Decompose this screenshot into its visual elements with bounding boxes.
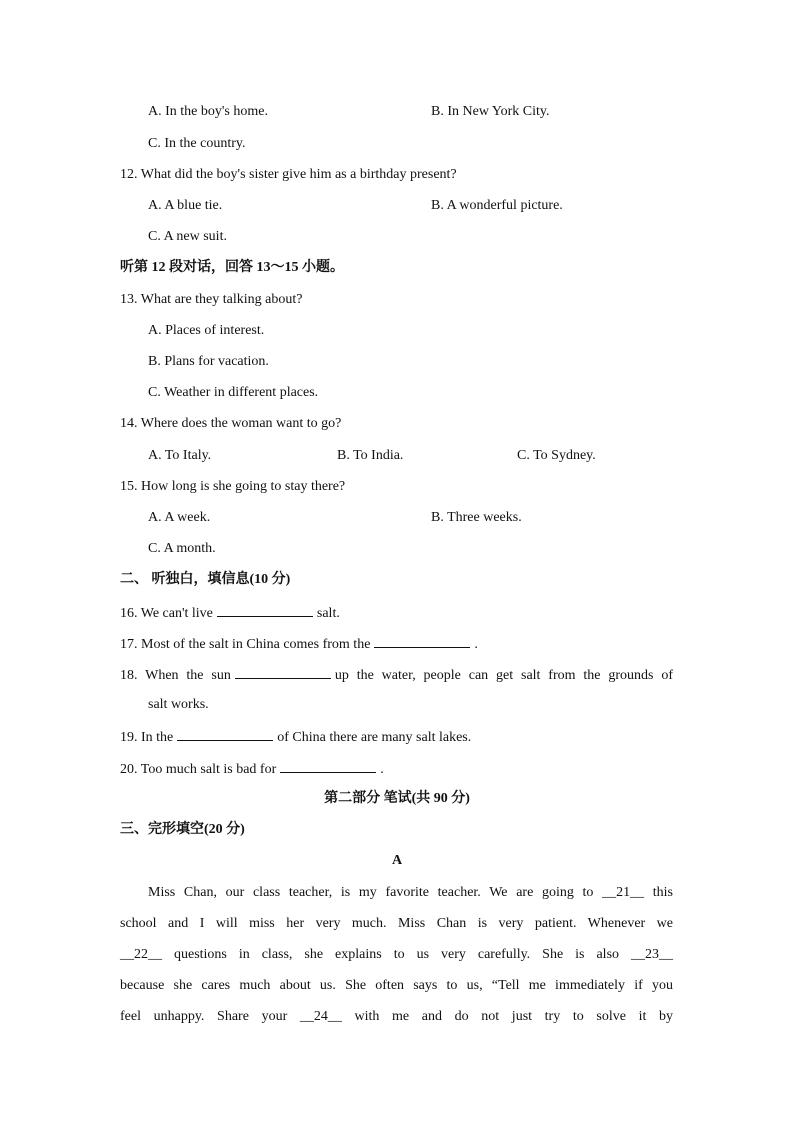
q16-suffix: salt. [316, 606, 340, 621]
q16-line [120, 602, 340, 624]
q13-option-a: A. Places of interest. [148, 323, 265, 338]
q13-option-c: C. Weather in different places. [148, 385, 319, 400]
q14-option-b: B. To India. [337, 448, 404, 463]
q11-option-b: B. In New York City. [431, 104, 550, 119]
part2-heading: 第二部分 笔试(共 90 分) [324, 791, 470, 806]
q19-line [120, 726, 471, 748]
q19-suffix: of China there are many salt lakes. [277, 730, 472, 745]
section-dialog12-heading: 听第 12 段对话，回答 13～15 小题。 [120, 260, 344, 275]
passage-line-5: feel unhappy. Share your __24__ with me and do not just try to solve it by [120, 1009, 673, 1024]
section2-heading: 二、 听独白，填信息(10 分) [120, 572, 291, 587]
q11-option-a: A. In the boy's home. [148, 104, 268, 119]
q17-answer-blank[interactable] [374, 633, 470, 648]
q15-option-c: C. A month. [148, 541, 216, 556]
q13-option-b: B. Plans for vacation. [148, 354, 269, 369]
q18-line [120, 664, 673, 686]
q19-answer-blank[interactable] [177, 726, 273, 741]
q11-option-c: C. In the country. [148, 136, 246, 151]
q15-option-b: B. Three weeks. [431, 510, 522, 525]
passage-line-3: __22__ questions in class, she explains to us very carefully. She is also __23__ [120, 947, 673, 962]
q18-suffix: up the water, people can get salt from the grounds of [334, 668, 673, 683]
passage-label: A [391, 853, 403, 868]
q17-line [120, 633, 478, 655]
q14-question: 14. Where does the woman want to go? [120, 416, 342, 431]
q20-suffix: . [380, 762, 384, 777]
q15-question: 15. How long is she going to stay there? [120, 479, 346, 494]
section3-heading: 三、完形填空(20 分) [120, 822, 245, 837]
q12-option-a: A. A blue tie. [148, 198, 223, 213]
passage-line-2: school and I will miss her very much. Miss Chan is very patient. Whenever we [120, 916, 673, 931]
q12-option-b: B. A wonderful picture. [431, 198, 563, 213]
q14-option-a: A. To Italy. [148, 448, 212, 463]
q18-prefix: 18. When the sun [120, 668, 231, 683]
passage-line-4: because she cares much about us. She often says to us, “Tell me immediately if you [120, 978, 673, 993]
q20-prefix: 20. Too much salt is bad for [120, 762, 277, 777]
q12-option-c: C. A new suit. [148, 229, 227, 244]
q16-prefix: 16. We can't live [120, 606, 213, 621]
q19-prefix: 19. In the [120, 730, 174, 745]
q20-line [120, 758, 384, 780]
q17-prefix: 17. Most of the salt in China comes from the [120, 637, 371, 652]
q17-suffix: . [474, 637, 478, 652]
q15-option-a: A. A week. [148, 510, 211, 525]
q18-continuation: salt works. [148, 697, 209, 712]
q12-question: 12. What did the boy's sister give him as a birthday present? [120, 167, 457, 182]
q14-option-c: C. To Sydney. [517, 448, 596, 463]
q16-answer-blank[interactable] [217, 602, 313, 617]
q13-question: 13. What are they talking about? [120, 292, 303, 307]
q20-answer-blank[interactable] [280, 758, 376, 773]
passage-line-1: Miss Chan, our class teacher, is my favorite teacher. We are going to __21__ this [148, 885, 673, 900]
q18-answer-blank[interactable] [235, 664, 331, 679]
